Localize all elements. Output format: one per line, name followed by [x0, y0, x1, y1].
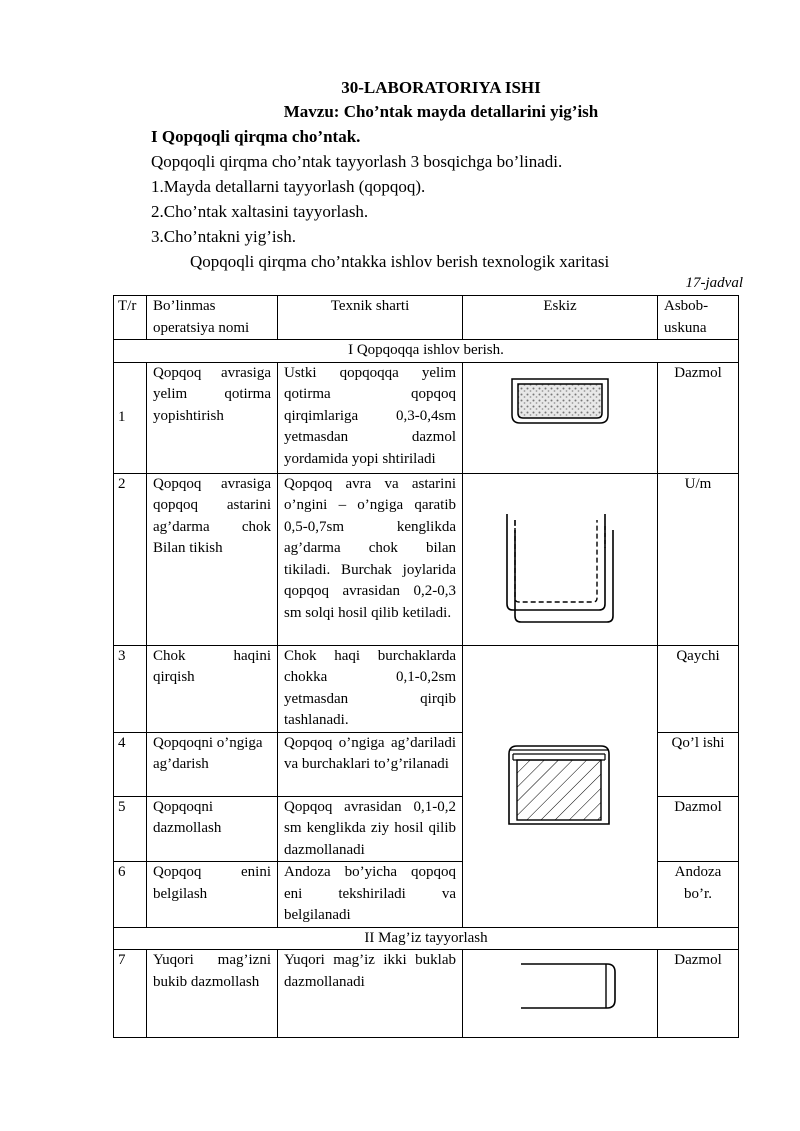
operation-cell: Qopqoq avrasiga qopqoq astarini ag’darma chok Bilan tikish [147, 473, 278, 645]
row-number: 4 [114, 732, 147, 796]
tool-cell: Qo’l ishi [658, 732, 739, 796]
tool-cell: U/m [658, 473, 739, 645]
row-number: 5 [114, 796, 147, 862]
tech-map-table [113, 295, 739, 1038]
section-row [114, 927, 739, 950]
operation-cell: Yuqori mag’izni bukib dazmollash [147, 950, 278, 1038]
sketch-cell [463, 950, 658, 1038]
section-row [114, 340, 739, 363]
column-header: Bo’linmas operatsiya nomi [147, 296, 278, 340]
operation-cell: Qopqoqni dazmollash [147, 796, 278, 862]
table-row [114, 362, 739, 473]
flap-turned-sketch [469, 736, 651, 836]
flap-stitching-sketch [469, 474, 651, 644]
sketch-cell [463, 362, 658, 473]
step-item: 2.Cho’ntak xaltasini tayyorlash. [151, 202, 369, 221]
table-row [114, 473, 739, 645]
section-heading: I Qopqoqli qirqma cho’ntak. [151, 127, 361, 146]
flap-interlining-sketch [490, 363, 630, 458]
operation-cell: Qopqoq avrasiga yelim qotirma yopishtirish [147, 362, 278, 473]
condition-cell: Andoza bo’yicha qopqoq eni tekshiriladi va belgilanadi [278, 862, 463, 928]
condition-cell: Yuqori mag’iz ikki buklab dazmollanadi [278, 950, 463, 1038]
condition-cell: Qopqoq o’ngiga ag’dariladi va burchaklari to’g’rilanadi [278, 732, 463, 796]
condition-cell: Qopqoq avrasidan 0,1-0,2 sm kenglikda ziy hosil qilib dazmollanadi [278, 796, 463, 862]
sketch-cell [463, 645, 658, 927]
table-row [114, 950, 739, 1038]
column-header: Texnik sharti [278, 296, 463, 340]
tool-cell: Dazmol [658, 950, 739, 1038]
table-title: Qopqoqli qirqma cho’ntakka ishlov berish texnologik xaritasi [190, 252, 610, 271]
document-title: 30-LABORATORIYA ISHI [341, 78, 541, 97]
section-label: I Qopqoqqa ishlov berish. [114, 340, 739, 363]
condition-cell: Ustki qopqoqqa yelim qotirma qopqoq qirqimlariga 0,3-0,4sm yetmasdan dazmol yordamida yopi shtiriladi [278, 362, 463, 473]
condition-cell: Qopqoq avra va astarini o’ngini – o’ngiga qaratib 0,5-0,7sm kenglikda ag’darma chok bilan tikiladi. Burchak joylarida qopqoq avrasidan 0,2-0,3 sm solqi hosil qilib ketiladi. [278, 473, 463, 645]
table-row [114, 645, 739, 732]
row-number: 6 [114, 862, 147, 928]
operation-cell: Chok haqini qirqish [147, 645, 278, 732]
table-number: 17-jadval [685, 275, 743, 291]
row-number: 2 [114, 473, 147, 645]
column-header: Eskiz [463, 296, 658, 340]
step-item: 3.Cho’ntakni yig’ish. [151, 227, 296, 246]
tool-cell: Dazmol [658, 796, 739, 862]
operation-cell: Qopqoq enini belgilash [147, 862, 278, 928]
section-label: II Mag’iz tayyorlash [114, 927, 739, 950]
tool-cell: Andoza bo’r. [658, 862, 739, 928]
welt-fold-sketch [469, 950, 651, 1030]
tool-cell: Dazmol [658, 362, 739, 473]
row-number: 1 [114, 362, 147, 473]
column-header: Asbob-uskuna [658, 296, 739, 340]
intro-text: Qopqoqli qirqma cho’ntak tayyorlash 3 bosqichga bo’linadi. [151, 152, 563, 171]
tool-cell: Qaychi [658, 645, 739, 732]
sketch-cell [463, 473, 658, 645]
row-number: 3 [114, 645, 147, 732]
operation-cell: Qopqoqni o’ngiga ag’darish [147, 732, 278, 796]
column-header: T/r [114, 296, 147, 340]
document-subtitle: Mavzu: Cho’ntak mayda detallarini yig’ish [283, 102, 599, 121]
table-header-row [114, 296, 739, 340]
row-number: 7 [114, 950, 147, 1038]
step-item: 1.Mayda detallarni tayyorlash (qopqoq). [151, 177, 426, 196]
condition-cell: Chok haqi burchaklarda chokka 0,1-0,2sm yetmasdan qirqib tashlanadi. [278, 645, 463, 732]
